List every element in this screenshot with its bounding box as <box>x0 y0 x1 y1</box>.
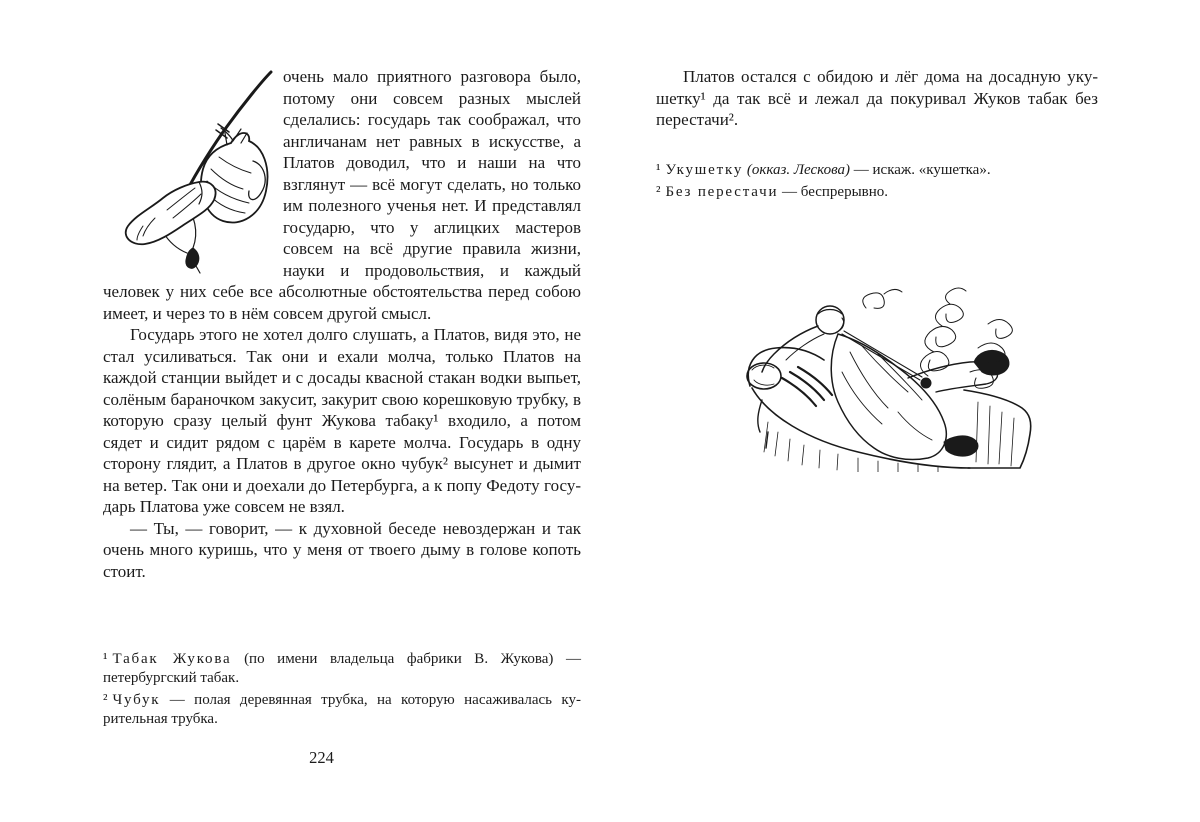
footnote <box>103 650 581 688</box>
footnote-text: — беспрерывно. <box>778 184 889 200</box>
body-paragraph: Государь этого не хотел долго слушать, а Платов, видя это, не стал усиливаться. Так они и ехали молча, только Платов на каждой станции выйдет и с досады квасной стакан водки выпьет, солёным бараночком закусит, закурит свою корешковую трубку, в которую сразу целый фунт Жукова табаку¹ входило, а потом сядет и сидит рядом с царём в карете молча. Государь в одну сторону глядит, а Платов в другое окно чубук² высунет и дымит на ветер. Так они и доехали до Петербурга, а к попу Федоту государь Платова уже совсем не взял. <box>103 325 581 516</box>
footnote <box>656 183 1098 202</box>
platov-on-couch-illustration <box>738 282 1058 472</box>
footnote <box>103 691 581 729</box>
footnote-text: — полая деревянная трубка, на которую насаживалась курительная трубка. <box>103 692 581 727</box>
left-page <box>103 66 581 582</box>
right-page-footnotes <box>656 161 1098 205</box>
footnote-marker: ¹ <box>103 651 108 667</box>
whip-pouch-boot-illustration <box>103 66 283 274</box>
page-number: 224 <box>309 748 334 767</box>
footnote-term: Чубук <box>112 692 161 708</box>
footnote-term: Без перестачи <box>665 184 779 200</box>
footnote-term: Укушетку <box>665 162 744 178</box>
left-page-footnotes <box>103 650 581 732</box>
footnote-text: — искаж. «кушетка». <box>850 162 991 178</box>
footnote-text: (по имени владельца фабрики В. Жукова) — петербургский табак. <box>103 651 581 686</box>
footnote-marker: ² <box>656 184 661 200</box>
man-smoking-pipe-on-couch-icon <box>738 282 1058 472</box>
right-page <box>656 66 1098 131</box>
body-paragraph: — Ты, — говорит, — к духовной беседе невоздержан и так очень много куришь, что у меня от твоего дыму в голове копоть стоит. <box>103 518 581 581</box>
footnote-term: Табак Жукова <box>112 651 232 667</box>
footnote-italic: (окказ. Лескова) <box>743 162 851 178</box>
footnote <box>656 161 1098 180</box>
footnote-marker: ¹ <box>656 162 661 178</box>
whip-pouch-boot-icon <box>103 66 283 274</box>
body-paragraph: очень мало приятного разговора было, потому они совсем разных мыслей сделались: государь так соображал, что англичанам нет равных в искусстве, а Платов доводил, что и наши на что взглянут — всё могут сделать, но только им полезного ученья нет. И представлял государю, что у аглицких мастеров совсем на всё другие правила жизни, науки и продовольствия, и каждый человек у них себе все абсолютные обстоятельства перед собою имеет, и через то в нём совсем другой смысл. <box>103 67 581 323</box>
footnote-marker: ² <box>103 692 108 708</box>
body-paragraph: Платов остался с обидою и лёг дома на досадную укушетку¹ да так всё и лежал да покуривал Жуков табак без перестачи². <box>656 67 1098 129</box>
